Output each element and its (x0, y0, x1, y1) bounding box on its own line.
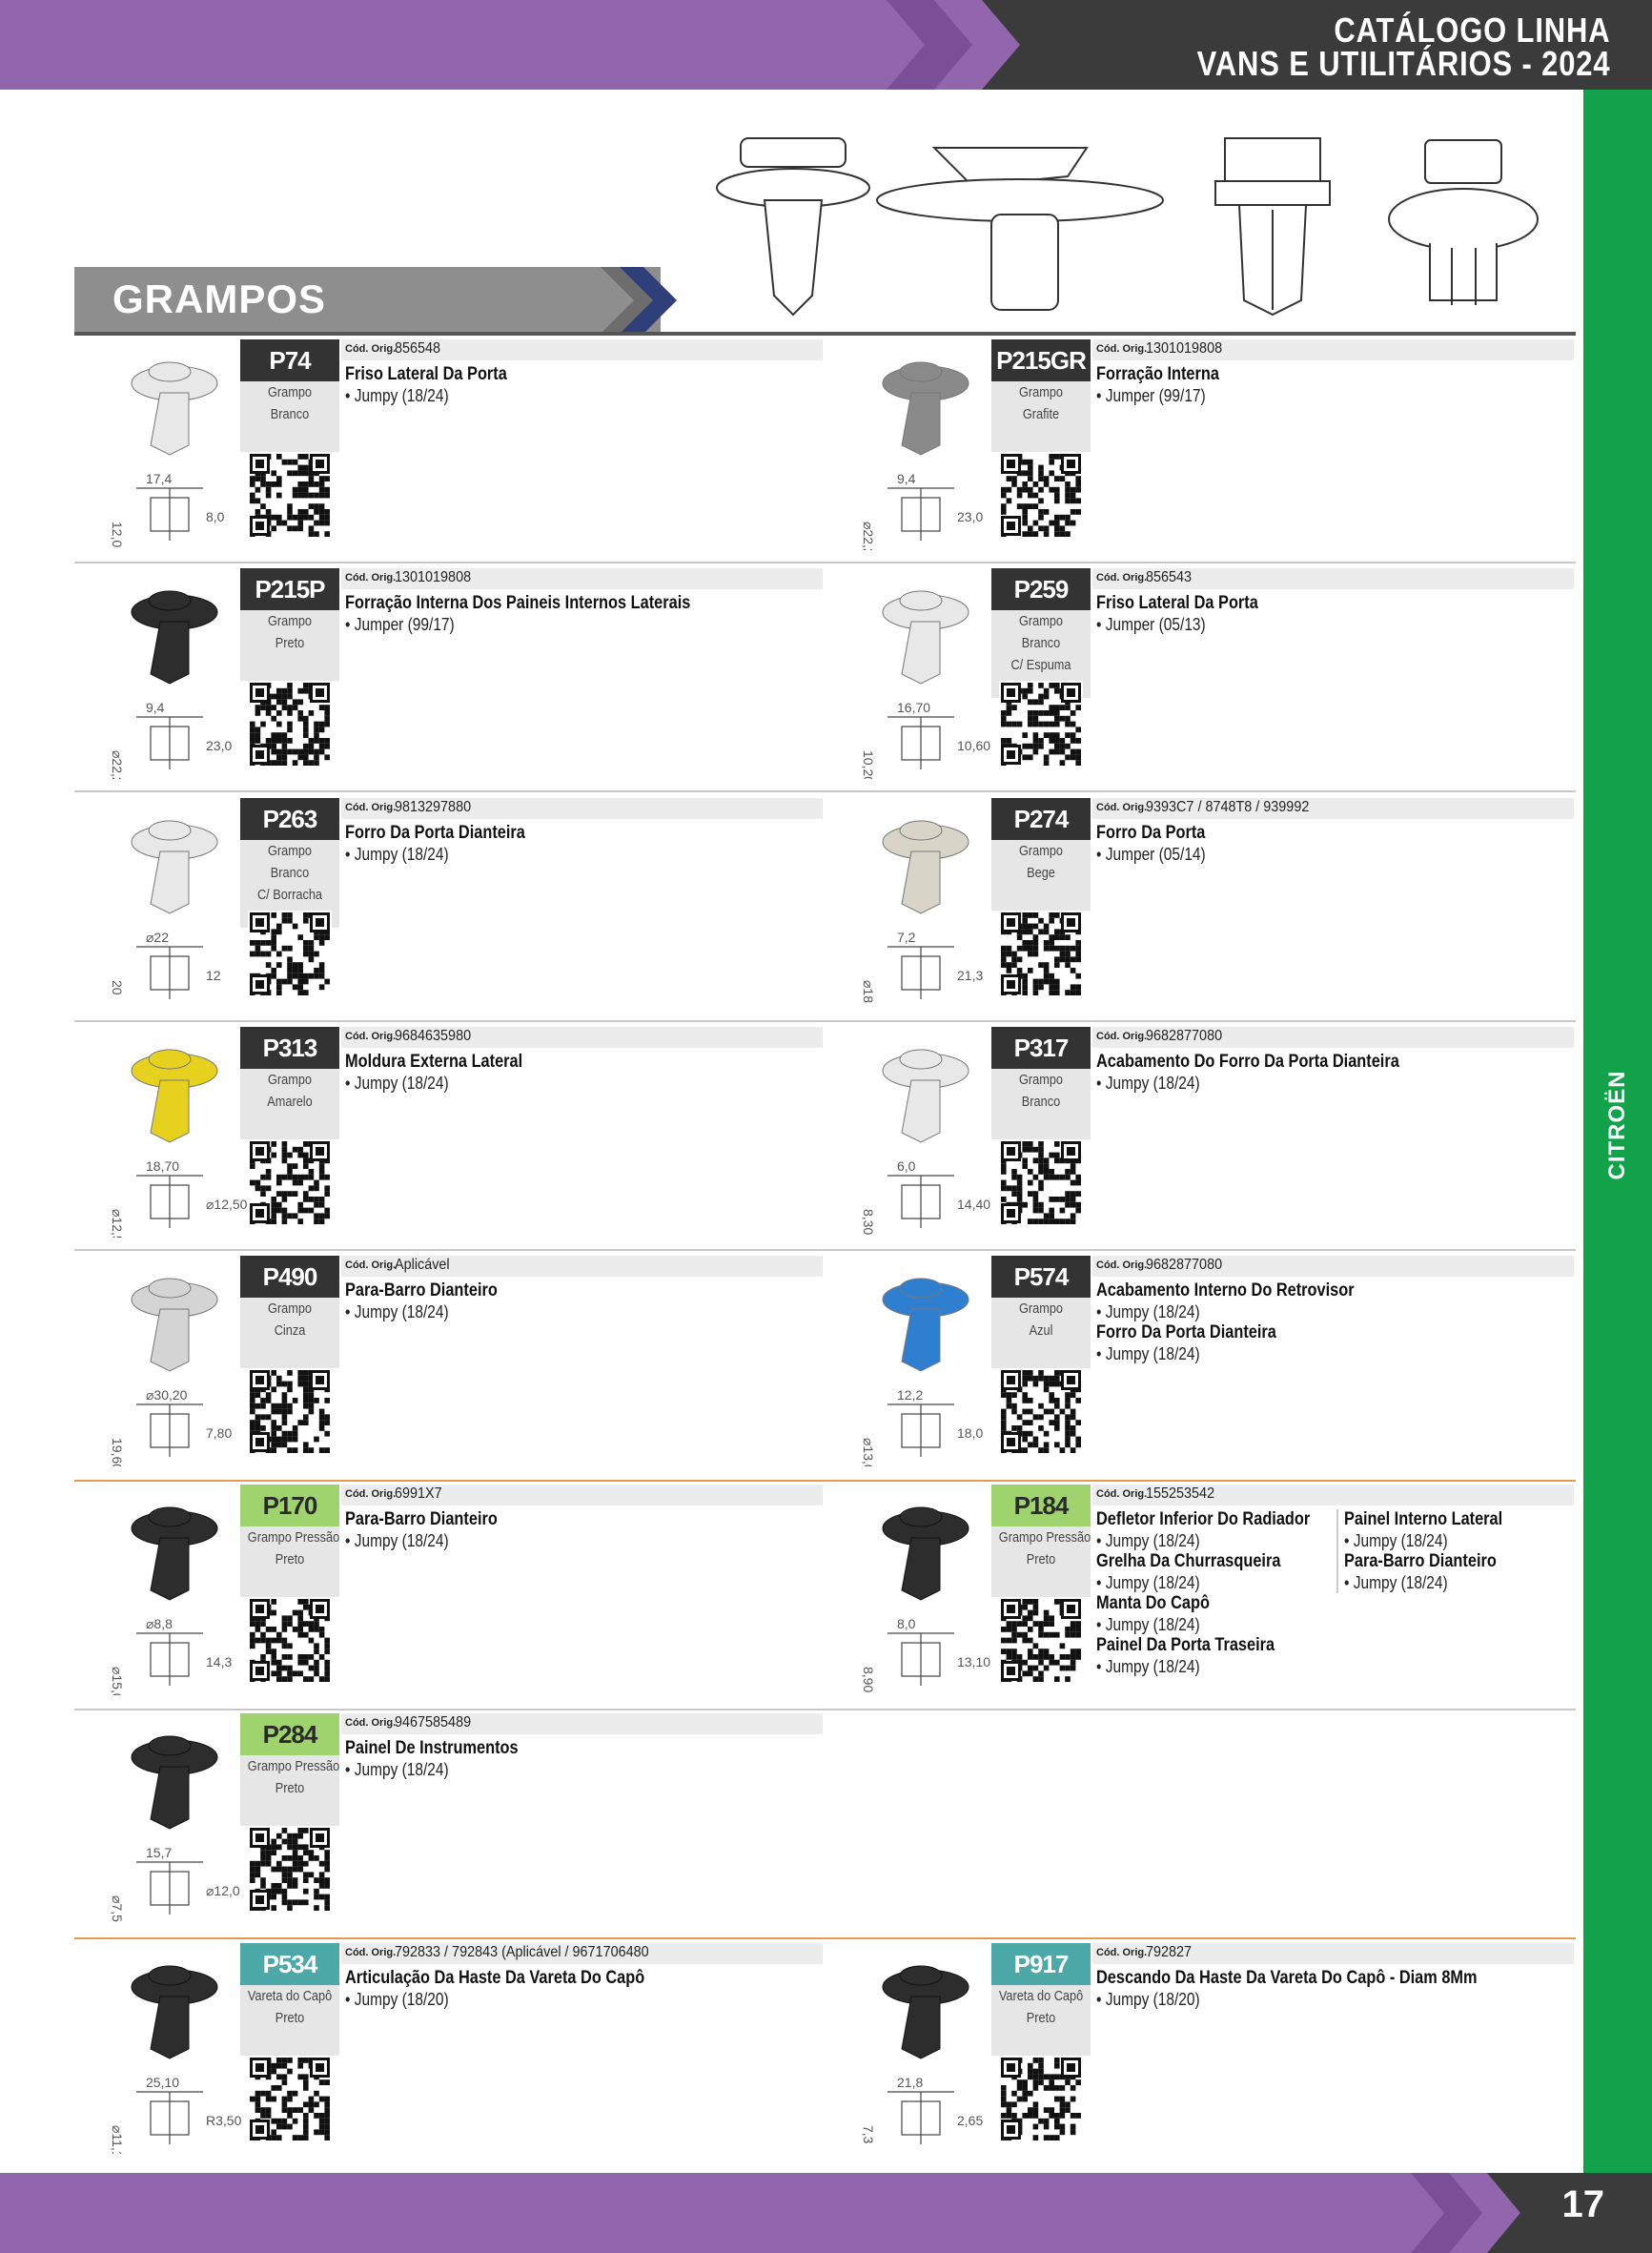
orig-code-label: Cód. Orig. (1096, 1947, 1148, 1958)
application-model: • Jumper (05/13) (1096, 615, 1206, 634)
dim-label-3: ⌀12,0 (206, 1883, 240, 1898)
application-title: Forro Da Porta Dianteira (345, 823, 525, 843)
dim-label-2: ⌀12,5 (110, 1209, 125, 1238)
product-card-p263[interactable] (74, 794, 827, 1021)
product-code: P534 (240, 1943, 339, 1985)
info-line: Grampo (1018, 843, 1064, 859)
dim-label-3: 7,80 (206, 1425, 233, 1441)
applications (345, 364, 593, 406)
orig-code-label: Cód. Orig. (345, 1488, 397, 1500)
info-line: Branco (1021, 635, 1061, 651)
orig-code-label: Cód. Orig. (345, 1031, 397, 1042)
product-code: P170 (240, 1485, 339, 1526)
info-line: Grampo Pressão (247, 1758, 340, 1774)
application-title: Acabamento Interno Do Retrovisor (1096, 1280, 1355, 1301)
application-title: Forro Da Porta Dianteira (1096, 1322, 1276, 1342)
qr-code-icon[interactable] (248, 911, 332, 996)
catalog-title-line1: CATÁLOGO LINHA (1333, 10, 1610, 50)
product-code: P215GR (991, 339, 1091, 381)
orig-code-label: Cód. Orig. (1096, 802, 1148, 813)
qr-code-icon[interactable] (999, 681, 1083, 767)
orig-code-label: Cód. Orig. (1096, 1031, 1148, 1042)
dim-label-3: 10,60 (957, 738, 991, 753)
product-info (240, 1298, 339, 1368)
application-model: • Jumpy (18/24) (345, 845, 449, 864)
row-separator (826, 1020, 1576, 1022)
info-line: Grampo (1018, 613, 1064, 629)
orig-code-value: 155253542 (1146, 1485, 1215, 1502)
product-code: P284 (240, 1713, 339, 1755)
info-line: Azul (1029, 1322, 1053, 1339)
dim-label-1: 12,2 (897, 1387, 924, 1403)
applications (345, 1738, 593, 1780)
product-code: P215P (240, 568, 339, 610)
applications (1096, 1052, 1399, 1094)
applications (1096, 1509, 1344, 1677)
dim-label-1: 25,10 (146, 2075, 180, 2090)
product-card-p215gr[interactable] (826, 336, 1579, 563)
row-separator (74, 1020, 827, 1022)
dim-label-1: 18,70 (146, 1158, 180, 1174)
application-title: Grelha Da Churrasqueira (1096, 1551, 1281, 1571)
orig-code-value: 9813297880 (395, 799, 472, 815)
application-model: • Jumpy (18/24) (1096, 1074, 1200, 1093)
orig-code-label: Cód. Orig. (1096, 1260, 1148, 1271)
row-separator (74, 1249, 827, 1251)
qr-code-icon[interactable] (248, 1826, 332, 1912)
product-card-p284[interactable] (74, 1710, 827, 1936)
row-separator (826, 562, 1576, 563)
info-line: Preto (275, 1551, 305, 1567)
dim-label-3: 23,0 (206, 738, 233, 753)
qr-code-icon[interactable] (248, 1139, 332, 1225)
product-card-p313[interactable] (74, 1023, 827, 1250)
application-title: Manta Do Capô (1096, 1593, 1210, 1613)
orig-code-value: 9393C7 / 8748T8 / 939992 (1146, 799, 1310, 815)
application-title: Articulação Da Haste Da Vareta Do Capô (345, 1968, 645, 1988)
dim-label-2: 8,30 (861, 1209, 876, 1236)
product-card-p490[interactable] (74, 1252, 827, 1479)
product-info (991, 1069, 1091, 1139)
product-info (991, 381, 1091, 452)
dim-label-3: 14,3 (206, 1654, 233, 1669)
dim-label-1: 9,4 (146, 700, 165, 715)
info-line: Amarelo (267, 1094, 313, 1110)
qr-code-icon[interactable] (999, 2056, 1083, 2141)
orig-code-label: Cód. Orig. (1096, 1488, 1148, 1500)
dim-label-2: ⌀22,2 (861, 522, 876, 550)
application-model: • Jumpy (18/24) (1096, 1344, 1200, 1363)
application-title: Forração Interna Dos Paineis Internos Laterais (345, 593, 691, 613)
product-info (991, 1526, 1091, 1597)
application-model: • Jumpy (18/20) (1096, 1990, 1200, 2009)
qr-code-icon[interactable] (999, 452, 1083, 538)
info-line: Vareta do Capô (247, 1988, 333, 2004)
application-title: Para-Barro Dianteiro (345, 1280, 498, 1301)
application-model: • Jumpy (18/24) (1096, 1615, 1200, 1634)
dim-label-2: 10,20 (861, 750, 876, 779)
application-title: Friso Lateral Da Porta (1096, 593, 1258, 613)
orig-code-value: Aplicável (395, 1257, 450, 1273)
qr-code-icon[interactable] (248, 1597, 332, 1683)
dim-label-3: 18,0 (957, 1425, 984, 1441)
row-separator (826, 1709, 1576, 1710)
application-title: Moldura Externa Lateral (345, 1052, 523, 1072)
page-number: 17 (1561, 2183, 1604, 2225)
orig-code-value: 9467585489 (395, 1714, 472, 1731)
orig-code-label: Cód. Orig. (1096, 572, 1148, 584)
brand-side-label (1583, 1070, 1652, 1180)
dim-label-3: R3,50 (206, 2113, 242, 2128)
application-model: • Jumpy (18/24) (1096, 1573, 1200, 1592)
info-line: Grampo (1018, 1301, 1064, 1317)
section-title: GRAMPOS (112, 277, 327, 321)
dim-label-1: ⌀8,8 (146, 1616, 173, 1631)
info-line: Branco (270, 406, 310, 422)
brand-label-text: CITROËN (1604, 1070, 1630, 1180)
info-line: C/ Borracha (256, 887, 323, 903)
applications (1096, 1968, 1478, 2010)
application-model: • Jumpy (18/24) (345, 1074, 449, 1093)
applications (1096, 1280, 1355, 1364)
orig-code-label: Cód. Orig. (345, 1260, 397, 1271)
applications (345, 1052, 593, 1094)
orig-code-label: Cód. Orig. (345, 343, 397, 355)
application-model: • Jumpy (18/24) (345, 1760, 449, 1779)
info-line: Preto (1026, 2010, 1056, 2026)
row-separator (826, 790, 1576, 792)
orig-code-value: 1301019808 (1146, 340, 1223, 357)
catalog-title (1196, 10, 1610, 83)
info-line: Grampo (267, 384, 313, 400)
product-card-p574[interactable] (826, 1252, 1579, 1479)
orig-code-value: 9682877080 (1146, 1028, 1223, 1044)
product-code: P263 (240, 798, 339, 840)
applications (345, 1968, 645, 2010)
application-model: • Jumpy (18/24) (1096, 1531, 1200, 1550)
row-separator (826, 1249, 1576, 1251)
dim-label-2: 20 (110, 980, 125, 995)
orig-code-value: 856543 (1146, 569, 1193, 585)
application-model: • Jumpy (18/24) (1096, 1302, 1200, 1321)
catalog-title-line2: VANS E UTILITÁRIOS - 2024 (1196, 44, 1610, 83)
dim-label-2: ⌀15,0 (110, 1667, 125, 1695)
qr-code-icon[interactable] (248, 681, 332, 767)
row-separator (74, 1937, 1576, 1939)
product-card-p259[interactable] (826, 564, 1579, 791)
product-info (240, 1069, 339, 1139)
header-chevron-icon (887, 0, 1077, 90)
info-line: Branco (270, 865, 310, 881)
banner-chevron-icon (601, 267, 677, 334)
qr-code-icon[interactable] (999, 1139, 1083, 1225)
application-title: Para-Barro Dianteiro (345, 1509, 498, 1529)
orig-code-label: Cód. Orig. (345, 1947, 397, 1958)
dim-label-2: 7,3 (861, 2125, 876, 2144)
info-line: Grampo (1018, 384, 1064, 400)
product-info (240, 1526, 339, 1597)
product-code: P274 (991, 798, 1091, 840)
dim-label-1: 15,7 (146, 1845, 173, 1860)
orig-code-label: Cód. Orig. (345, 802, 397, 813)
dim-label-2: ⌀13,0 (861, 1438, 876, 1466)
product-card-p184[interactable] (826, 1481, 1579, 1708)
product-info (240, 1755, 339, 1826)
info-line: C/ Espuma (1010, 657, 1071, 673)
dim-label-1: 7,2 (897, 930, 916, 945)
product-info (240, 381, 339, 452)
application-title: Painel De Instrumentos (345, 1738, 519, 1758)
row-separator (74, 790, 827, 792)
footer-bar (0, 2173, 1652, 2253)
orig-code-value: 9682877080 (1146, 1257, 1223, 1273)
qr-code-icon[interactable] (248, 452, 332, 538)
orig-code-value: 9684635980 (395, 1028, 472, 1044)
dim-label-3: 23,0 (957, 509, 984, 524)
application-model: • Jumper (99/17) (345, 615, 455, 634)
orig-code-label: Cód. Orig. (345, 572, 397, 584)
qr-code-icon[interactable] (999, 1597, 1083, 1683)
application-title: Defletor Inferior Do Radiador (1096, 1509, 1311, 1529)
application-model: • Jumper (99/17) (1096, 386, 1206, 405)
dim-label-1: ⌀22 (146, 930, 170, 945)
dim-label-1: 9,4 (897, 471, 916, 486)
dim-label-3: 13,10 (957, 1654, 991, 1669)
product-code: P74 (240, 339, 339, 381)
dim-label-3: 12 (206, 968, 221, 983)
footer-chevron-icon (1411, 2173, 1544, 2253)
product-card-p170[interactable] (74, 1481, 827, 1708)
application-title: Forro Da Porta (1096, 823, 1206, 843)
application-model: • Jumper (05/14) (1096, 845, 1206, 864)
dim-label-2: ⌀22,2 (110, 750, 125, 779)
info-line: Bege (1027, 865, 1055, 881)
product-code: P490 (240, 1256, 339, 1298)
qr-code-icon[interactable] (248, 2056, 332, 2141)
info-line: Grampo (267, 843, 313, 859)
dim-label-1: 6,0 (897, 1158, 916, 1174)
applications (345, 1280, 593, 1322)
orig-code-value: 6991X7 (395, 1485, 442, 1502)
application-title: Friso Lateral Da Porta (345, 364, 507, 384)
application-title: Painel Da Porta Traseira (1096, 1635, 1275, 1655)
applications (1096, 364, 1344, 406)
dim-label-3: 8,0 (206, 509, 225, 524)
application-model: • Jumpy (18/20) (345, 1990, 449, 2009)
info-line: Grampo Pressão (998, 1529, 1091, 1546)
product-info (991, 840, 1091, 911)
orig-code-value: 856548 (395, 340, 441, 357)
application-title: Para-Barro Dianteiro (1344, 1551, 1497, 1571)
dim-label-2: ⌀18 (861, 980, 876, 1004)
dim-label-3: 21,3 (957, 968, 984, 983)
dim-label-2: 19,60 (110, 1438, 125, 1466)
row-separator (74, 1480, 1576, 1482)
application-model: • Jumpy (18/24) (1344, 1531, 1448, 1550)
qr-code-icon[interactable] (999, 1368, 1083, 1454)
dim-label-2: ⌀7,5 (110, 1895, 125, 1922)
info-line: Grampo Pressão (247, 1529, 340, 1546)
dim-label-1: 16,70 (897, 700, 931, 715)
orig-code-value: 792833 / 792843 (Aplicável / 9671706480 (395, 1944, 649, 1960)
application-model: • Jumpy (18/24) (345, 386, 449, 405)
qr-code-icon[interactable] (999, 911, 1083, 996)
dim-label-3: 14,40 (957, 1197, 991, 1212)
application-model: • Jumpy (18/24) (345, 1531, 449, 1550)
dim-label-3: 2,65 (957, 2113, 984, 2128)
application-model: • Jumpy (18/24) (1344, 1573, 1448, 1592)
applications-col2 (1336, 1509, 1575, 1593)
product-code: P259 (991, 568, 1091, 610)
application-title: Descando Da Haste Da Vareta Do Capô - Diam 8Mm (1096, 1968, 1478, 1988)
info-line: Preto (275, 1780, 305, 1796)
product-code: P184 (991, 1485, 1091, 1526)
qr-code-icon[interactable] (248, 1368, 332, 1454)
info-line: Grampo (1018, 1072, 1064, 1088)
info-line: Cinza (274, 1322, 306, 1339)
application-model: • Jumpy (18/24) (345, 1302, 449, 1321)
application-title: Acabamento Do Forro Da Porta Dianteira (1096, 1052, 1399, 1072)
product-card-p74[interactable] (74, 336, 827, 563)
row-separator (74, 562, 827, 563)
info-line: Grampo (267, 613, 313, 629)
applications (345, 593, 691, 635)
application-title: Forração Interna (1096, 364, 1219, 384)
dim-label-1: ⌀30,20 (146, 1387, 188, 1403)
orig-code-value: 1301019808 (395, 569, 472, 585)
application-title: Painel Interno Lateral (1344, 1509, 1503, 1529)
info-line: Grampo (267, 1301, 313, 1317)
product-info (240, 610, 339, 681)
dim-label-2: ⌀11,10 (110, 2125, 125, 2154)
dim-label-2: 8,90 (861, 1667, 876, 1693)
applications (1096, 823, 1344, 865)
product-card-p534[interactable] (74, 1939, 827, 2166)
header-clip-illustrations (705, 129, 1563, 329)
orig-code-value: 792827 (1146, 1944, 1193, 1960)
dim-label-1: 17,4 (146, 471, 173, 486)
product-code: P574 (991, 1256, 1091, 1298)
info-line: Preto (275, 635, 305, 651)
product-info (991, 1985, 1091, 2056)
info-line: Grampo (267, 1072, 313, 1088)
product-card-p274[interactable] (826, 794, 1579, 1021)
info-line: Vareta do Capô (998, 1988, 1084, 2004)
product-code: P917 (991, 1943, 1091, 1985)
applications (345, 823, 593, 865)
product-code: P317 (991, 1027, 1091, 1069)
orig-code-label: Cód. Orig. (345, 1717, 397, 1729)
product-card-p317[interactable] (826, 1023, 1579, 1250)
product-info (991, 1298, 1091, 1368)
dim-label-1: 8,0 (897, 1616, 916, 1631)
orig-code-label: Cód. Orig. (1096, 343, 1148, 355)
dim-label-2: 12,0 (110, 522, 125, 548)
product-info (240, 1985, 339, 2056)
dim-label-1: 21,8 (897, 2075, 924, 2090)
applications (1096, 593, 1344, 635)
product-card-p917[interactable] (826, 1939, 1579, 2166)
applications (345, 1509, 593, 1551)
dim-label-3: ⌀12,50 (206, 1197, 248, 1212)
product-card-p215p[interactable] (74, 564, 827, 791)
application-model: • Jumpy (18/24) (1096, 1657, 1200, 1676)
row-separator (74, 1709, 827, 1710)
info-line: Preto (275, 2010, 305, 2026)
info-line: Preto (1026, 1551, 1056, 1567)
info-line: Branco (1021, 1094, 1061, 1110)
info-line: Grafite (1022, 406, 1060, 422)
product-code: P313 (240, 1027, 339, 1069)
